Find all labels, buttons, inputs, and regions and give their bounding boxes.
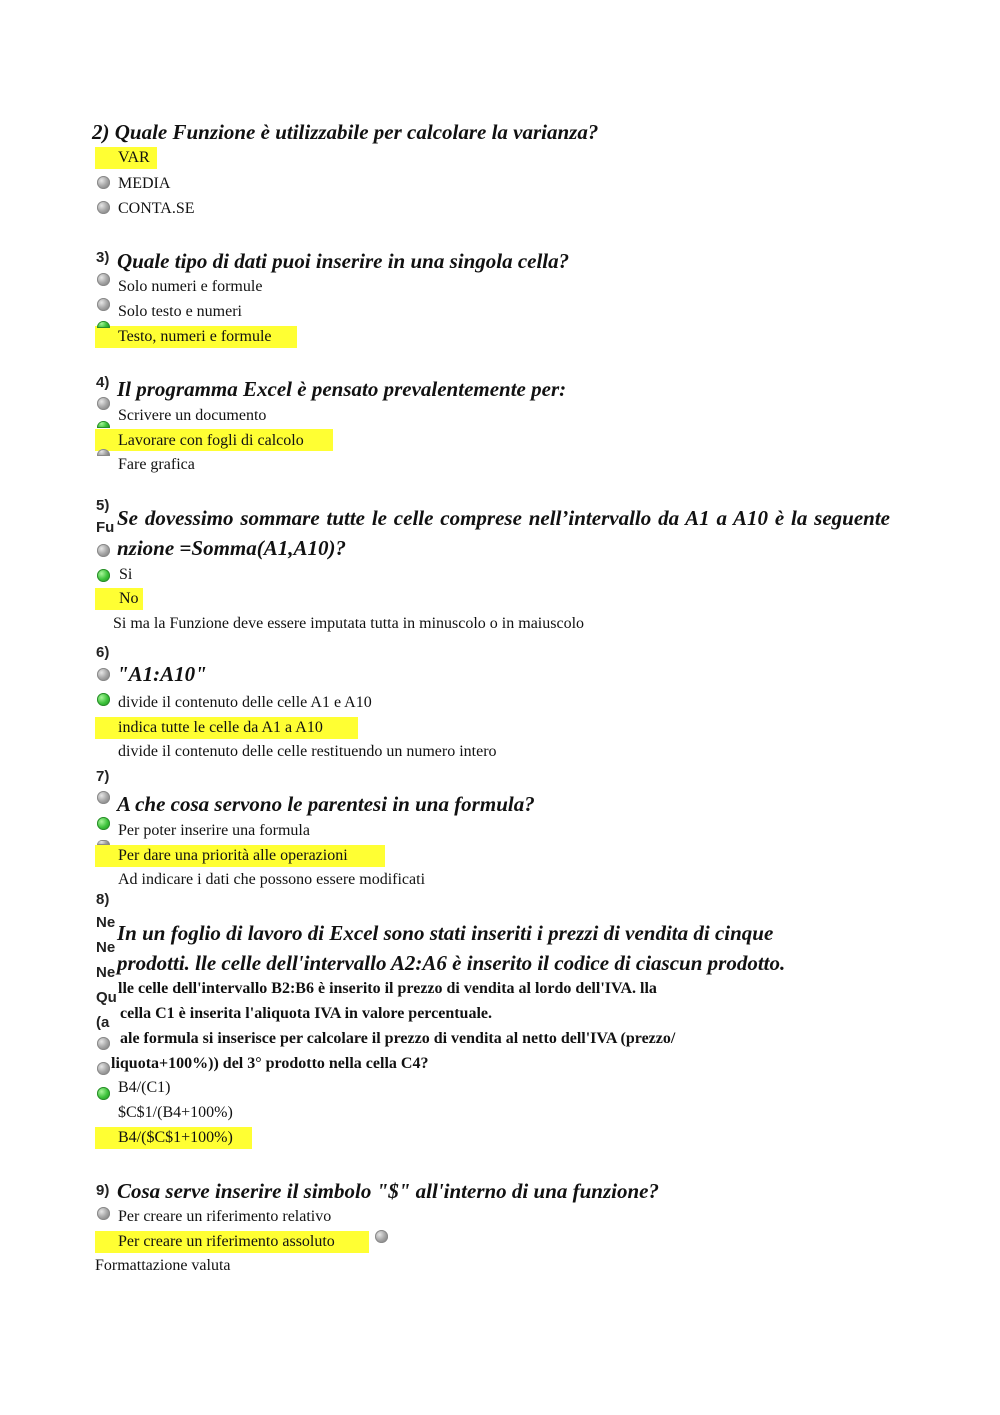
question-9-option-3[interactable]: Formattazione valuta (95, 1257, 231, 1274)
question-4-option-1[interactable]: Scrivere un documento (118, 407, 267, 424)
question-5-text: Se dovessimo sommare tutte le celle comprese nell’intervallo da A1 a A10 è la seguente nzione =Somma(A1,A10)? (117, 506, 890, 560)
question-8-option-1[interactable]: B4/(C1) (118, 1079, 171, 1096)
question-3-text: Quale tipo di dati puoi inserire in una singola cella? (117, 249, 570, 273)
question-3-option-3[interactable]: Testo, numeri e formule (118, 328, 272, 345)
question-4-text: Il programma Excel è pensato prevalentemente per: (117, 377, 567, 401)
radio-gray-icon[interactable] (97, 791, 110, 804)
question-2-number: 2) (92, 120, 110, 144)
radio-gray-icon[interactable] (97, 840, 110, 845)
question-8-fragment: (a (96, 1014, 110, 1031)
question-8-sub-line-2: cella C1 è inserita l'aliquota IVA in valore percentuale. (120, 1005, 492, 1022)
question-8-fragment: Qu (96, 989, 117, 1006)
question-3-number: 3) (96, 249, 110, 266)
question-8-fragment: Ne (96, 939, 116, 956)
question-7-option-1[interactable]: Per poter inserire una formula (118, 822, 310, 839)
radio-gray-icon[interactable] (97, 397, 110, 410)
question-2-text: Quale Funzione è utilizzabile per calcolare la varianza? (114, 120, 599, 144)
radio-gray-icon[interactable] (97, 544, 110, 557)
question-6-text: "A1:A10" (117, 662, 207, 686)
question-7-option-3[interactable]: Ad indicare i dati che possono essere modificati (118, 871, 426, 888)
question-4-number: 4) (96, 374, 110, 391)
question-6-number: 6) (96, 644, 110, 661)
radio-green-icon[interactable] (97, 321, 110, 328)
question-5-option-1[interactable]: Si (119, 566, 133, 583)
question-8-number: 8) (96, 891, 110, 908)
radio-gray-icon[interactable] (97, 1037, 110, 1050)
radio-gray-icon[interactable] (97, 298, 110, 311)
radio-gray-icon[interactable] (375, 1230, 388, 1243)
question-8-sub-line-1: lle celle dell'intervallo B2:B6 è inserito il prezzo di vendita al lordo dell'IVA. lla (118, 980, 657, 997)
question-6-option-3[interactable]: divide il contenuto delle celle restituendo un numero intero (118, 743, 497, 760)
question-6-option-2[interactable]: indica tutte le celle da A1 a A10 (118, 719, 323, 736)
question-9-option-2[interactable]: Per creare un riferimento assoluto (118, 1233, 335, 1250)
question-8-text-line-1: In un foglio di lavoro di Excel sono stati inseriti i prezzi di vendita di cinque (117, 921, 774, 945)
radio-green-icon[interactable] (97, 421, 110, 428)
radio-green-icon[interactable] (97, 693, 110, 706)
question-8-text-line-2: prodotti. lle celle dell'intervallo A2:A6 è inserito il codice di ciascun prodotto. (117, 951, 786, 975)
question-7-option-2[interactable]: Per dare una priorità alle operazioni (118, 847, 348, 864)
question-5-option-2[interactable]: No (119, 590, 139, 607)
question-9-option-1[interactable]: Per creare un riferimento relativo (118, 1208, 332, 1225)
question-3-option-2[interactable]: Solo testo e numeri (118, 303, 242, 320)
radio-gray-icon[interactable] (97, 273, 110, 286)
question-5-option-3[interactable]: Si ma la Funzione deve essere imputata tutta in minuscolo o in maiuscolo (113, 615, 585, 632)
question-8-fragment: Ne (96, 914, 116, 931)
question-5-number: 5) (96, 497, 110, 514)
radio-green-icon[interactable] (97, 569, 110, 582)
radio-gray-icon[interactable] (97, 201, 110, 214)
question-7-number: 7) (96, 768, 110, 785)
question-7-text: A che cosa servono le parentesi in una formula? (117, 792, 535, 816)
question-8-sub-line-4: liquota+100%)) del 3° prodotto nella cella C4? (111, 1055, 429, 1072)
question-5-fragment: Fu (96, 519, 115, 536)
radio-gray-icon[interactable] (97, 449, 110, 456)
question-9-number: 9) (96, 1182, 110, 1199)
radio-gray-icon[interactable] (97, 668, 110, 681)
question-2-option-1[interactable]: VAR (118, 149, 150, 166)
radio-gray-icon[interactable] (97, 1062, 110, 1075)
radio-green-icon[interactable] (97, 1087, 110, 1100)
question-6-option-1[interactable]: divide il contenuto delle celle A1 e A10 (118, 694, 372, 711)
radio-gray-icon[interactable] (97, 176, 110, 189)
question-3-option-1[interactable]: Solo numeri e formule (118, 278, 263, 295)
question-4-option-3[interactable]: Fare grafica (118, 456, 195, 473)
question-8-sub-line-3: ale formula si inserisce per calcolare il prezzo di vendita al netto dell'IVA (prezzo/ (120, 1030, 676, 1047)
radio-green-icon[interactable] (97, 817, 110, 830)
question-2-title (92, 120, 598, 144)
question-8-option-2[interactable]: $C$1/(B4+100%) (118, 1104, 233, 1121)
question-2-option-2[interactable]: MEDIA (118, 175, 171, 192)
radio-gray-icon[interactable] (97, 1207, 110, 1220)
question-2-option-3[interactable]: CONTA.SE (118, 200, 195, 217)
question-4-option-2[interactable]: Lavorare con fogli di calcolo (118, 432, 304, 449)
question-9-text: Cosa serve inserire il simbolo "$" all'interno di una funzione? (117, 1179, 659, 1203)
question-8-option-3[interactable]: B4/($C$1+100%) (118, 1129, 233, 1146)
question-8-fragment: Ne (96, 964, 116, 981)
